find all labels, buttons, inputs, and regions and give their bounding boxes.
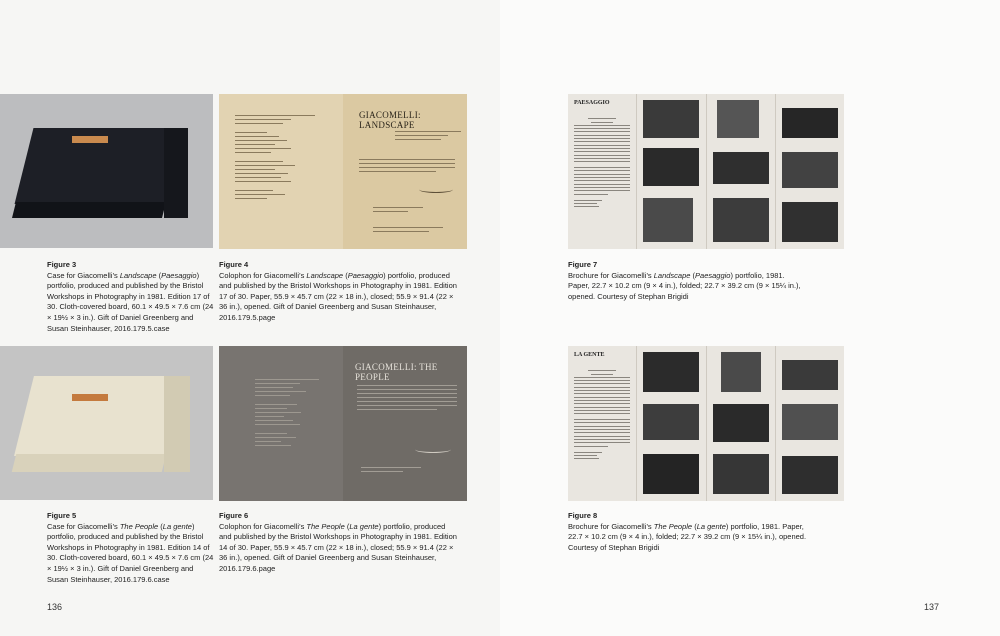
colophon-title: GIACOMELLI: LANDSCAPE <box>359 110 421 130</box>
figure-4-image <box>219 94 467 249</box>
brochure-text-panel <box>568 94 637 249</box>
figure-5-image <box>0 346 213 500</box>
dark-case-spine <box>164 128 188 218</box>
colophon-title: GIACOMELLI: THE PEOPLE <box>355 362 438 382</box>
figure-label: Figure 6 <box>219 511 249 520</box>
colophon-footer-lines <box>373 224 443 235</box>
brochure-title: LA GENTE <box>574 352 605 358</box>
page-number-right: 137 <box>924 602 940 612</box>
figure-4-caption: Figure 4 Colophon for Giacomelli’s Landscape (Paesaggio) portfolio, produced and published by the Bristol Workshops in Photography in 1981. Edition 17 of 30. Paper, 55.9 × 45.7 cm (22 × 18 in.), closed; 55.9 × 91.4 (22 × 36 in.), opened. Gift of Daniel Greenberg and Susan Steinhauser, 2016.179.5.page <box>219 260 459 324</box>
light-case-spine <box>164 376 190 472</box>
brochure-text-panel <box>568 346 637 501</box>
figure-label: Figure 7 <box>568 260 598 269</box>
signature-mark <box>415 446 451 453</box>
figure-label: Figure 4 <box>219 260 249 269</box>
colophon-text-lines <box>235 112 315 202</box>
dark-case-side <box>12 202 166 218</box>
brochure-text-lines <box>574 116 630 209</box>
colophon-edition-note <box>373 204 423 215</box>
figure-label: Figure 5 <box>47 511 77 520</box>
figure-8-caption: Figure 8 Brochure for Giacomelli’s The People (La gente) portfolio, 1981. Paper, 22.7 × 10.2 cm (9 × 4 in.), folded; 22.7 × 39.2 cm (9 × 15¼ in.), opened. Courtesy of Stephan Brigidi <box>568 511 807 552</box>
signature-mark <box>419 186 453 193</box>
brochure-title: PAESAGGIO <box>574 100 610 106</box>
brochure-photo-panel-1 <box>637 346 706 501</box>
colophon-footer-lines <box>361 464 421 475</box>
figure-3-caption: Figure 3 Case for Giacomelli’s Landscape (Paesaggio) portfolio, produced and published by the Bristol Workshops in Photography in 1981. Edition 17 of 30. Cloth-covered board, 60.1 × 49.5 × 7.6 cm (24 × 19½ × 3 in.). Gift of Daniel Greenberg and Susan Steinhauser, 2016.179.5.case <box>47 260 214 333</box>
case-label-plate <box>72 394 108 401</box>
colophon-edition-lines <box>359 156 455 175</box>
figure-6-image <box>219 346 467 501</box>
case-label-plate <box>72 136 108 143</box>
colophon-edition-lines <box>357 382 457 413</box>
colophon-right-leaf <box>343 94 467 249</box>
brochure-photo-panel-1 <box>637 94 706 249</box>
figure-3-image <box>0 94 213 248</box>
figure-8-image <box>568 346 844 501</box>
colophon-left-leaf <box>219 346 343 501</box>
figure-6-caption: Figure 6 Colophon for Giacomelli’s The People (La gente) portfolio, produced and published by the Bristol Workshops in Photography in 1981. Edition 14 of 30. Paper, 55.9 × 45.7 cm (22 × 18 in.), closed; 55.9 × 91.4 (22 × 36 in.), opened. Gift of Daniel Greenberg and Susan Steinhauser, 2016.179.6.page <box>219 511 459 575</box>
figure-label: Figure 3 <box>47 260 77 269</box>
light-case-side <box>12 454 166 472</box>
brochure-photo-panel-2 <box>707 346 776 501</box>
colophon-text-lines <box>255 376 319 449</box>
brochure-text-lines <box>574 368 630 461</box>
brochure-photo-panel-2 <box>707 94 776 249</box>
figure-7-caption: Figure 7 Brochure for Giacomelli’s Landscape (Paesaggio) portfolio, 1981. Paper, 22.7 × 10.2 cm (9 × 4 in.), folded; 22.7 × 39.2 cm (9 × 15¼ in.), opened. Courtesy of Stephan Brigidi <box>568 260 808 302</box>
page-number-left: 136 <box>47 602 63 612</box>
colophon-right-text <box>395 128 461 143</box>
brochure-photo-panel-3 <box>776 94 844 249</box>
light-case-top <box>14 376 184 456</box>
figure-7-image <box>568 94 844 249</box>
figure-label: Figure 8 <box>568 511 598 520</box>
brochure-photo-panel-3 <box>776 346 844 501</box>
colophon-left-leaf <box>219 94 343 249</box>
figure-5-caption: Figure 5 Case for Giacomelli’s The People (La gente) portfolio, produced and published by the Bristol Workshops in Photography in 1981. Edition 14 of 30. Cloth-covered board, 60.1 × 49.5 × 7.6 cm (24 × 19½ × 3 in.). Gift of Daniel Greenberg and Susan Steinhauser, 2016.179.6.case <box>47 511 214 584</box>
colophon-right-leaf <box>343 346 467 501</box>
